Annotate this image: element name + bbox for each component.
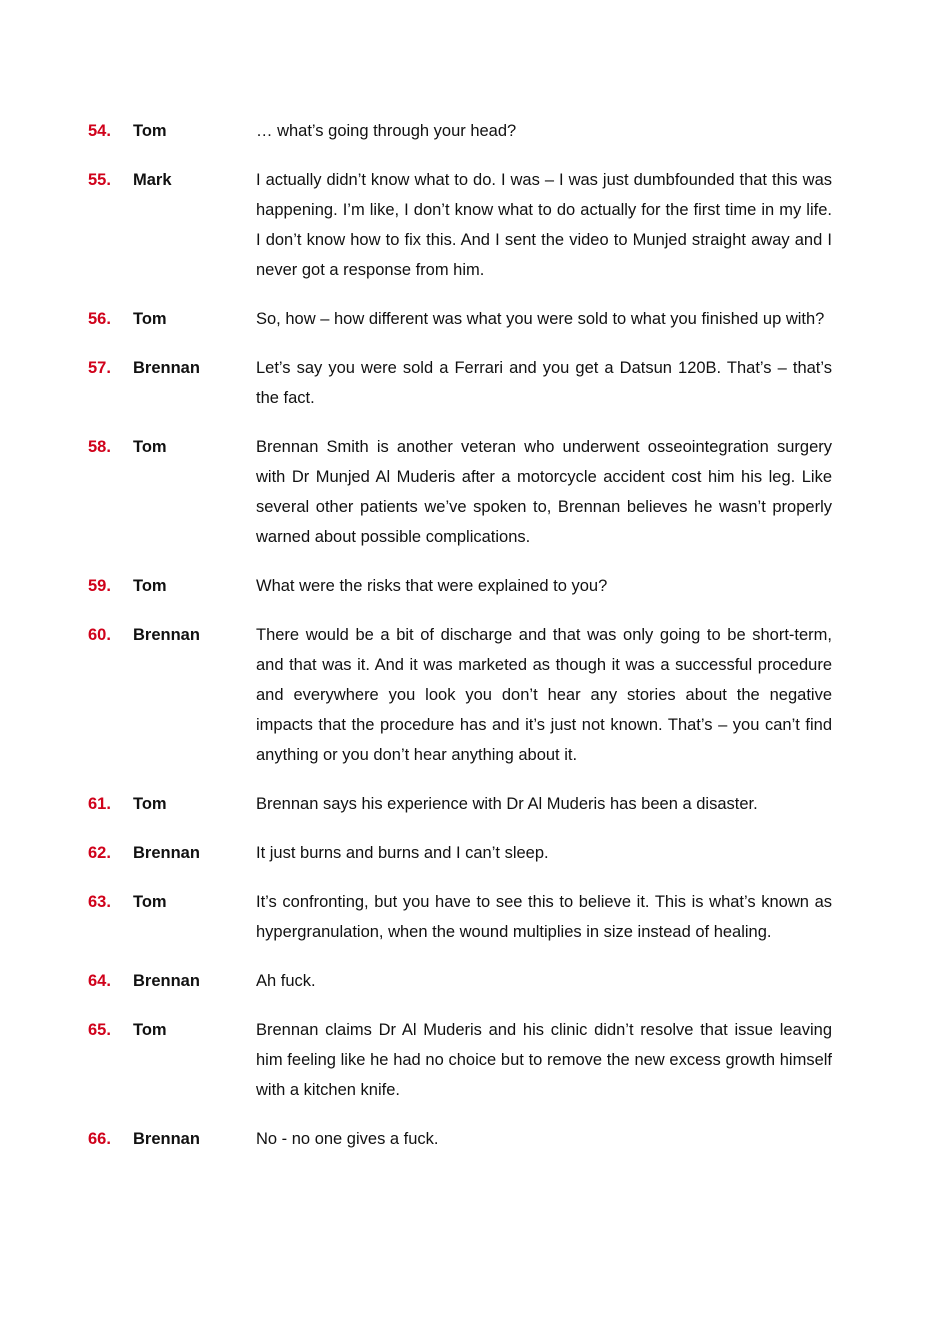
- speaker-text: Brennan Smith is another veteran who underwent osseointegration surgery with Dr Munjed Al Muderis after a motorcycle accident cost him his leg. Like several other patients we’ve spoken to, Brennan believes he wasn’t properly warned about possible complications.: [256, 438, 832, 546]
- speaker-text: Brennan says his experience with Dr Al Muderis has been a disaster.: [256, 795, 758, 813]
- speaker-name: Brennan: [133, 626, 200, 644]
- transcript-entry: [0, 1124, 940, 1154]
- speaker-name: Tom: [133, 122, 167, 140]
- speaker-text: No - no one gives a fuck.: [256, 1130, 439, 1148]
- paragraph-number: 63.: [88, 893, 111, 911]
- paragraph-number: 64.: [88, 972, 111, 990]
- speaker-name: Tom: [133, 310, 167, 328]
- paragraph-number: 66.: [88, 1130, 111, 1148]
- paragraph-number: 55.: [88, 171, 111, 189]
- transcript-entries: [0, 116, 940, 1173]
- speaker-name: Brennan: [133, 359, 200, 377]
- speaker-text: It’s confronting, but you have to see this to believe it. This is what’s known as hypergranulation, when the wound multiplies in size instead of healing.: [256, 893, 832, 941]
- transcript-entry: [0, 165, 940, 285]
- speaker-name: Tom: [133, 893, 167, 911]
- speaker-name: Brennan: [133, 1130, 200, 1148]
- speaker-text: Brennan claims Dr Al Muderis and his clinic didn’t resolve that issue leaving him feeling like he had no choice but to remove the new excess growth himself with a kitchen knife.: [256, 1021, 832, 1099]
- paragraph-number: 57.: [88, 359, 111, 377]
- transcript-entry: [0, 620, 940, 770]
- paragraph-number: 58.: [88, 438, 111, 456]
- paragraph-number: 61.: [88, 795, 111, 813]
- transcript-entry: [0, 966, 940, 996]
- speaker-name: Brennan: [133, 972, 200, 990]
- speaker-name: Brennan: [133, 844, 200, 862]
- paragraph-number: 60.: [88, 626, 111, 644]
- speaker-text: I actually didn’t know what to do. I was – I was just dumbfounded that this was happening. I’m like, I don’t know what to do actually for the first time in my life. I don’t know how to fix this. And I sent the video to Munjed straight away and I never got a response from him.: [256, 171, 832, 279]
- speaker-name: Mark: [133, 171, 172, 189]
- speaker-text: What were the risks that were explained to you?: [256, 577, 608, 595]
- speaker-text: … what’s going through your head?: [256, 122, 517, 140]
- paragraph-number: 56.: [88, 310, 111, 328]
- transcript-entry: [0, 304, 940, 334]
- paragraph-number: 62.: [88, 844, 111, 862]
- transcript-entry: [0, 116, 940, 146]
- speaker-text: So, how – how different was what you were sold to what you finished up with?: [256, 310, 825, 328]
- paragraph-number: 54.: [88, 122, 111, 140]
- transcript-entry: [0, 887, 940, 947]
- transcript-entry: [0, 571, 940, 601]
- speaker-name: Tom: [133, 577, 167, 595]
- speaker-text: Let’s say you were sold a Ferrari and you get a Datsun 120B. That’s – that’s the fact.: [256, 359, 832, 407]
- paragraph-number: 65.: [88, 1021, 111, 1039]
- speaker-text: Ah fuck.: [256, 972, 316, 990]
- paragraph-number: 59.: [88, 577, 111, 595]
- speaker-name: Tom: [133, 1021, 167, 1039]
- speaker-text: There would be a bit of discharge and that was only going to be short-term, and that was it. And it was marketed as though it was a successful procedure and everywhere you look you don’t hear any stories about the negative impacts that the procedure has and it’s just not known. That’s – you can’t find anything or you don’t hear anything about it.: [256, 626, 832, 764]
- speaker-text: It just burns and burns and I can’t sleep.: [256, 844, 549, 862]
- transcript-entry: [0, 353, 940, 413]
- transcript-entry: [0, 789, 940, 819]
- speaker-name: Tom: [133, 795, 167, 813]
- transcript-entry: [0, 1015, 940, 1105]
- transcript-entry: [0, 432, 940, 552]
- transcript-entry: [0, 838, 940, 868]
- speaker-name: Tom: [133, 438, 167, 456]
